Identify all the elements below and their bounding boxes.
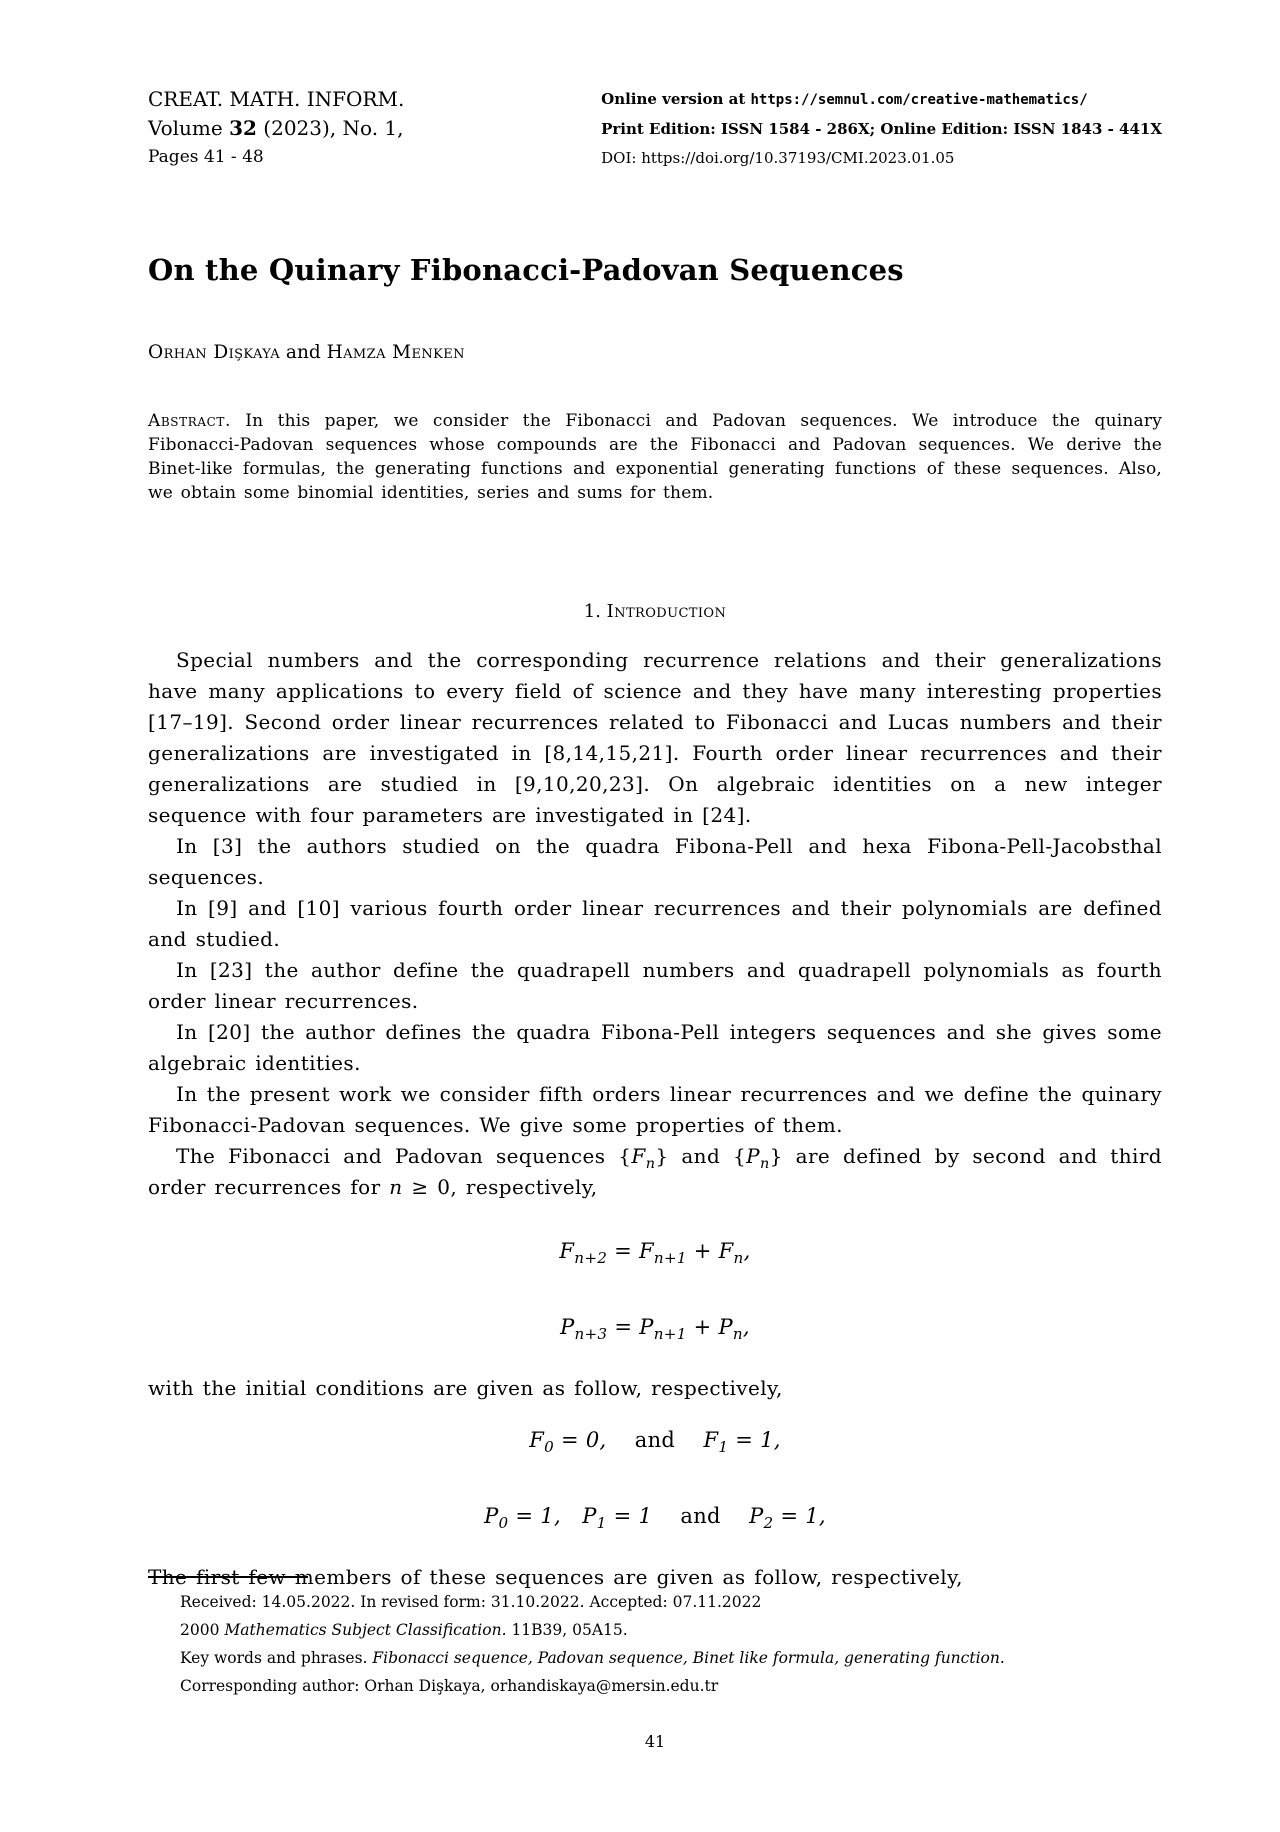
publication-info	[601, 85, 1162, 173]
footnote-block	[148, 1576, 1162, 1700]
online-version-line: Online version at https://semnul.com/creative-mathematics/	[601, 90, 1088, 108]
section-heading-introduction	[148, 599, 1162, 625]
author-1: Orhan Dişkaya	[148, 342, 281, 363]
equation-fibonacci-recurrence: $F_{n+2} = F_{n+1} + F_n$,	[559, 1239, 751, 1268]
paragraph-present-work: In the present work we consider fifth orders linear recurrences and we define the quinary Fibonacci-Padovan sequences. We give some properties of them.	[148, 1082, 1162, 1137]
equation-padovan-initial-conditions: $P_0 = 1$, $P_1 = 1$ and $P_2 = 1$,	[484, 1504, 826, 1533]
journal-volume: Volume 32 (2023), No. 1,	[148, 116, 404, 140]
journal-info	[148, 85, 404, 172]
equation-padovan-recurrence: $P_{n+3} = P_{n+1} + P_n$,	[560, 1315, 750, 1344]
footnote-rule	[148, 1576, 308, 1578]
footnote-received: Received: 14.05.2022. In revised form: 31.10.2022. Accepted: 07.11.2022	[180, 1593, 762, 1611]
paragraph-first-few-members: The first few members of these sequences are given as follow, respectively,	[148, 1565, 963, 1589]
paragraph-definitions: The Fibonacci and Padovan sequences $\{F_n\}$ and $\{P_n\}$ are defined by second and third order recurrences for n ≥ 0, respectively,	[148, 1144, 1162, 1199]
paragraph-quadrapell: In [23] the author define the quadrapell numbers and quadrapell polynomials as fourth order linear recurrences.	[148, 958, 1162, 1013]
paragraph-fourth-order: In [9] and [10] various fourth order linear recurrences and their polynomials are defined and studied.	[148, 896, 1162, 951]
page-number: 41	[644, 1732, 666, 1751]
abstract-text: In this paper, we consider the Fibonacci and Padovan sequences. We introduce the quinary Fibonacci-Padovan sequences whose compounds are the Fibonacci and Padovan sequences. We derive the Binet-like formulas, the generating functions and exponential generating functions of these sequences. Also, we obtain some binomial identities, series and sums for them.	[148, 411, 1162, 503]
author-2: Hamza Menken	[326, 342, 465, 363]
footnote-corresponding-author: Corresponding author: Orhan Dişkaya, orhandiskaya@mersin.edu.tr	[180, 1677, 719, 1695]
journal-header	[148, 85, 1162, 173]
doi-line: DOI: https://doi.org/10.37193/CMI.2023.01.05	[601, 149, 955, 167]
abstract	[148, 409, 1162, 505]
author-connector: and	[285, 342, 321, 363]
section-title: Introduction	[606, 601, 727, 622]
footnote-msc: 2000 Mathematics Subject Classification. 11B39, 05A15.	[180, 1621, 628, 1639]
volume-number: 32	[229, 116, 257, 140]
journal-name: CREAT. MATH. INFORM.	[148, 87, 405, 111]
journal-url: https://semnul.com/creative-mathematics/	[750, 92, 1088, 108]
issn-line: Print Edition: ISSN 1584 - 286X; Online Edition: ISSN 1843 - 441X	[601, 120, 1162, 138]
footnote-keywords: Key words and phrases. Fibonacci sequence, Padovan sequence, Binet like formula, generating function.	[180, 1649, 1005, 1667]
paragraph-initial-conditions: with the initial conditions are given as follow, respectively,	[148, 1376, 783, 1400]
paragraph-quadra-integers: In [20] the author defines the quadra Fibona-Pell integers sequences and she gives some algebraic identities.	[148, 1020, 1162, 1075]
paper-title: On the Quinary Fibonacci-Padovan Sequences	[148, 253, 904, 287]
section-number: 1.	[583, 601, 601, 622]
journal-pages: Pages 41 - 48	[148, 147, 264, 167]
abstract-label: Abstract.	[148, 411, 232, 431]
equation-fibonacci-initial-conditions: $F_0 = 0$, and $F_1 = 1$,	[529, 1428, 781, 1457]
authors-line	[148, 341, 1162, 365]
paragraph-quadra-fibona-pell: In [3] the authors studied on the quadra Fibona-Pell and hexa Fibona-Pell-Jacobsthal sequences.	[148, 834, 1162, 889]
paragraph-special-numbers: Special numbers and the corresponding recurrence relations and their generalizations have many applications to every field of science and they have many interesting properties [17–19]. Second order linear recurrences related to Fibonacci and Lucas numbers and their generalizations are investigated in [8,14,15,21]. Fourth order linear recurrences and their generalizations are studied in [9,10,20,23]. On algebraic identities on a new integer sequence with four parameters are investigated in [24].	[148, 648, 1162, 827]
